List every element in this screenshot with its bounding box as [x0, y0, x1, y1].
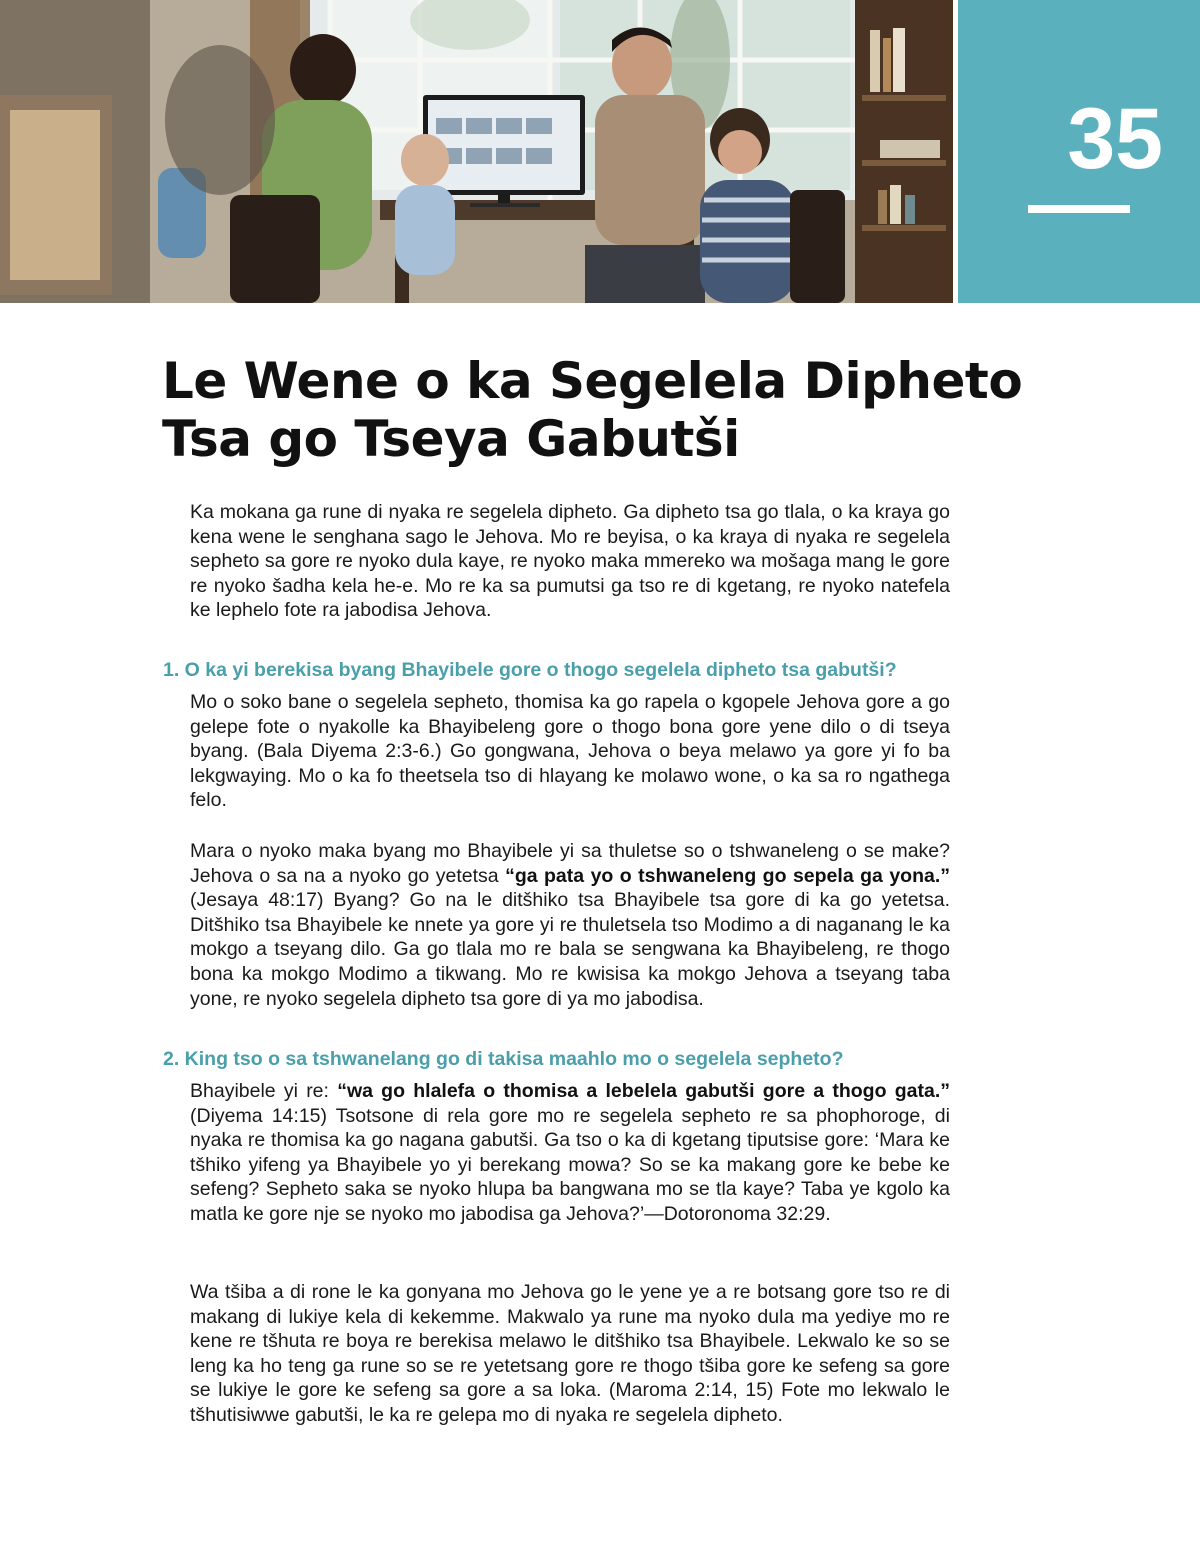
intro-paragraph: Ka mokana ga rune di nyaka re segelela dipheto. Ga dipheto tsa go tlala, o ka kraya go kena wene le senghana sago le Jehova. Mo re beyisa, o ka kraya di nyaka re segelela sepheto sa gore re nyoko dula kaye, re nyoko maka mmereko wa mošaga mang le gore re nyoko šadha kela he-e. Mo re ka sa pumutsi ga tso re di kgetang, re nyoko natefela ke lephelo fote ra jabodisa Jehova.: [190, 501, 950, 622]
scripture-quote: “ga pata yo o tshwaneleng go sepela ga yona.”: [505, 864, 951, 887]
scripture-quote: “wa go hlalefa o thomisa a lebelela gabutši gore a thogo gata.”: [337, 1080, 950, 1102]
paragraph-text: Mara o nyoko maka byang mo Bhayibele yi sa thuletse so o tshwaneleng o se make? Jehova o sa na a nyoko go yetetsa: [190, 840, 950, 887]
paragraph-text: (Diyema 14:15) Tsotsone di rela gore mo re segelela sepheto re sa phophoroge, di nyaka re thomisa ka go nagana gabutši. Ga tso o ka di kgetang tiputsise gore: ‘Mara ke tšhiko yifeng ya Bhayibele yo yi berekang mowa? So se ka makang gore ke bebe ke sefeng? Sepheto saka se nyoko hlupa ba bangwana mo se tla kaye? Taba ye kgolo ka matla ke gore nje se nyoko mo jabodisa ga Jehova?’—Dotoronoma 32:29.: [190, 1104, 950, 1225]
header-photo: [0, 0, 953, 303]
page-title-line-2: Tsa go Tseya Gabutši: [162, 410, 740, 468]
paragraph-text: (Jesaya 48:17) Byang? Go na le ditšhiko tsa Bhayibele tsa gore di ka go yetetsa. Ditšhiko tsa Bhayibele ke nnete ya gore yi re thuletsela tso Modimo a di naganang le ka mokgo a tseyang dilo. Ga go tlala mo re bala se sengwana ka Bhayibeleng, re thogo bona ka mokgo Modimo a tikwang. Mo re kwisisa ka mokgo Jehova a tseyang taba yone, re nyoko segelela dipheto tsa gore di ya mo jabodisa.: [190, 889, 950, 1010]
page-title-line-1: Le Wene o ka Segelela Dipheto: [162, 352, 1023, 410]
page-title: [162, 352, 1023, 468]
question-1-heading: 1. O ka yi berekisa byang Bhayibele gore o thogo segelela dipheto tsa gabutši?: [163, 659, 897, 681]
lesson-number-underline: [1028, 205, 1130, 213]
question-2-paragraph-1: [190, 1079, 950, 1227]
family-at-computer-illustration: [0, 0, 953, 303]
question-2-heading: 2. King tso o sa tshwanelang go di takisa maahlo mo o segelela sepheto?: [163, 1048, 844, 1070]
lesson-number: 35: [1067, 91, 1163, 187]
question-2-paragraph-2: Wa tšiba a di rone le ka gonyana mo Jehova go le yene ye a re botsang gore tso re di makang di lukiye kela di kekemme. Makwalo ya rune ma nyoko dula ma yediye mo re kene re tšhuta re boya re berekisa melawo le ditšhiko tsa Bhayibele. Lekwalo ke so se leng ka ho teng ga rune so se re yetetsang gore re thogo tšiba gore ke sefeng sa gore se lukiye le gore ke sefeng sa gore a sa loka. (Maroma 2:14, 15) Fote mo lekwalo le tšhutisiwwe gabutši, le ka re gelepa mo di nyaka re segelela dipheto.: [190, 1281, 950, 1426]
paragraph-text: Bhayibele yi re:: [190, 1080, 338, 1102]
lesson-number-panel: [958, 0, 1200, 303]
question-1-paragraph-1: Mo o soko bane o segelela sepheto, thomisa ka go rapela o kgopele Jehova gore a go gelepe fote o nyakolle ka Bhayibeleng gore o thogo bona gore yene dilo o di tseya byang. (Bala Diyema 2:3-6.) Go gongwana, Jehova o beya melawo ya gore yi fo ba lekgwaying. Mo o ka fo theetsela tso di hlayang ke molawo wone, o ka sa ro ngathega felo.: [190, 691, 950, 812]
question-1-paragraph-2: [190, 839, 950, 1011]
